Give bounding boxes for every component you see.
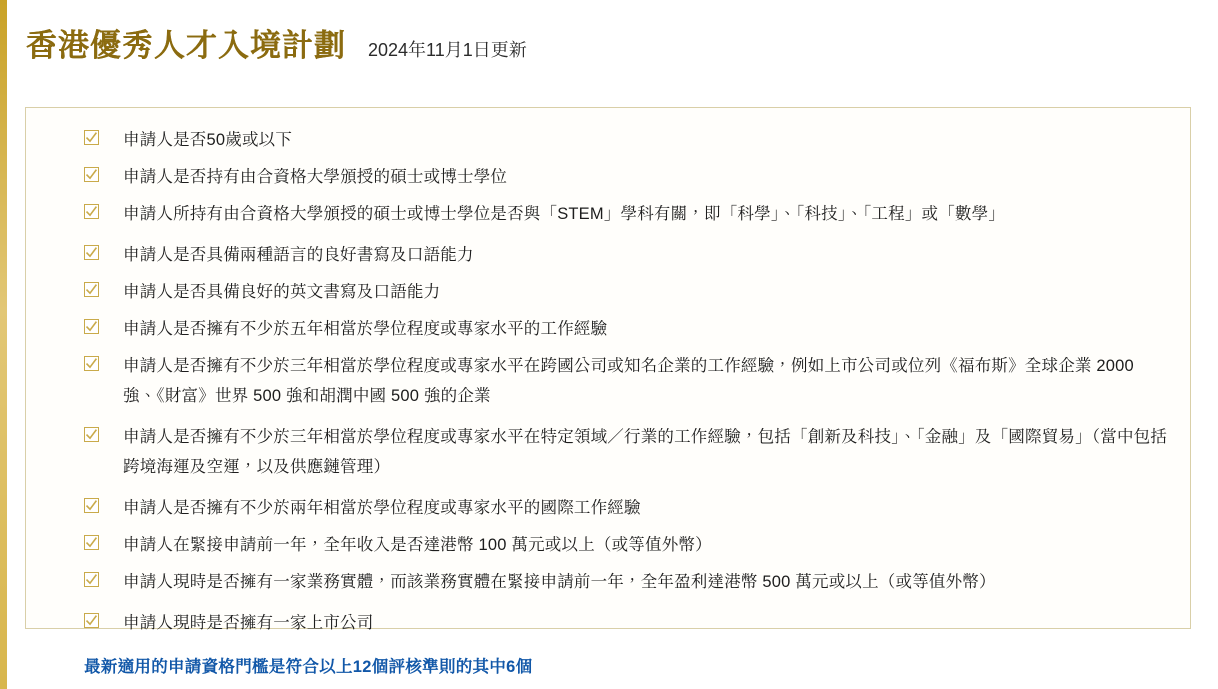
- criteria-item-text: 申請人是否具備良好的英文書寫及口語能力: [123, 283, 441, 301]
- criteria-item-text: 申請人在緊接申請前一年，全年收入是否達港幣 100 萬元或以上（或等值外幣）: [123, 536, 712, 554]
- criteria-item: [84, 240, 1176, 270]
- criteria-card: [25, 107, 1191, 632]
- criteria-item-text: 申請人是否擁有不少於兩年相當於學位程度或專家水平的國際工作經驗: [123, 499, 641, 517]
- page-header: [26, 20, 527, 65]
- criteria-item-text: 申請人是否擁有不少於三年相當於學位程度或專家水平在特定領域／行業的工作經驗，包括「創新及科技」、「金融」及「國際貿易」（當中包括跨境海運及空運，以及供應鏈管理）: [123, 428, 1168, 476]
- criteria-item: [84, 608, 1176, 638]
- checked-checkbox-icon[interactable]: [84, 613, 99, 628]
- criteria-item: [84, 530, 1176, 560]
- checked-checkbox-icon[interactable]: [84, 282, 99, 297]
- page-title: 香港優秀人才入境計劃: [26, 20, 346, 65]
- checked-checkbox-icon[interactable]: [84, 319, 99, 334]
- criteria-item: [84, 567, 1176, 597]
- criteria-item-text: 申請人是否擁有不少於三年相當於學位程度或專家水平在跨國公司或知名企業的工作經驗，例如上市公司或位列《福布斯》全球企業 2000 強、《財富》世界 500 強和胡潤中國 500 強的企業: [123, 357, 1134, 405]
- checked-checkbox-icon[interactable]: [84, 498, 99, 513]
- criteria-item: [84, 422, 1176, 482]
- checked-checkbox-icon[interactable]: [84, 130, 99, 145]
- criteria-list: [84, 125, 1176, 645]
- criteria-item-text: 申請人是否擁有不少於五年相當於學位程度或專家水平的工作經驗: [123, 320, 608, 338]
- criteria-item: [84, 199, 1176, 229]
- checked-checkbox-icon[interactable]: [84, 167, 99, 182]
- criteria-item: [84, 493, 1176, 523]
- footer-note: 最新適用的申請資格門檻是符合以上12個評核準則的其中6個: [84, 658, 533, 676]
- criteria-item: [84, 125, 1176, 155]
- checked-checkbox-icon[interactable]: [84, 356, 99, 371]
- checked-checkbox-icon[interactable]: [84, 535, 99, 550]
- criteria-item-text: 申請人是否具備兩種語言的良好書寫及口語能力: [123, 246, 474, 264]
- criteria-item: [84, 314, 1176, 344]
- criteria-item-text: 申請人現時是否擁有一家上市公司: [123, 614, 374, 632]
- criteria-item-text: 申請人現時是否擁有一家業務實體，而該業務實體在緊接申請前一年，全年盈利達港幣 500 萬元或以上（或等值外幣）: [123, 573, 996, 591]
- checked-checkbox-icon[interactable]: [84, 204, 99, 219]
- checked-checkbox-icon[interactable]: [84, 572, 99, 587]
- criteria-item: [84, 277, 1176, 307]
- checked-checkbox-icon[interactable]: [84, 245, 99, 260]
- criteria-item: [84, 351, 1176, 411]
- update-date-label: 2024年11月1日更新: [368, 40, 527, 60]
- criteria-item-text: 申請人是否持有由合資格大學頒授的碩士或博士學位: [123, 168, 508, 186]
- criteria-item: [84, 162, 1176, 192]
- checked-checkbox-icon[interactable]: [84, 427, 99, 442]
- criteria-item-text: 申請人是否50歲或以下: [123, 131, 293, 149]
- criteria-item-text: 申請人所持有由合資格大學頒授的碩士或博士學位是否與「STEM」學科有關，即「科學」、「科技」、「工程」或「數學」: [123, 205, 1006, 223]
